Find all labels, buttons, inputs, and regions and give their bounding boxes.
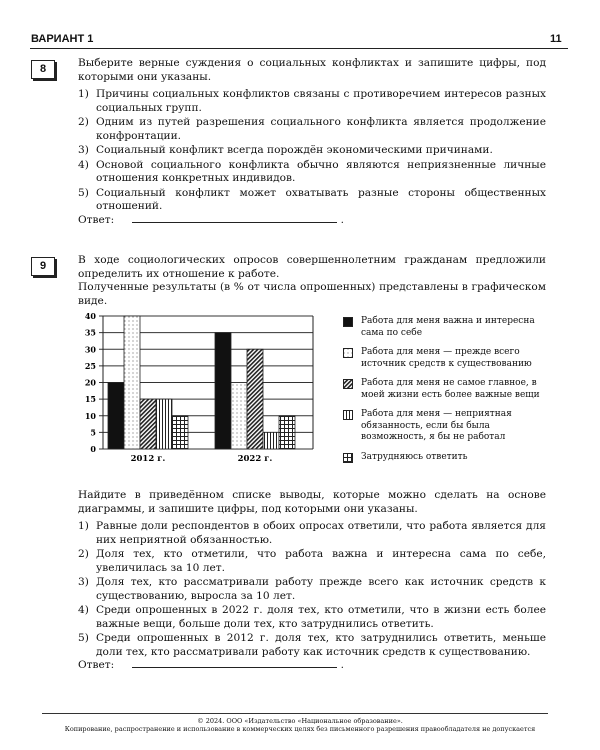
y-tick-label: 15 bbox=[84, 394, 96, 405]
bar-grid-0 bbox=[172, 416, 188, 449]
task-8 bbox=[78, 57, 546, 214]
bar-solid-1 bbox=[215, 333, 231, 449]
answer-field[interactable] bbox=[132, 657, 337, 668]
legend-item bbox=[343, 316, 543, 339]
x-category-label: 2022 г. bbox=[237, 454, 273, 464]
task-8-options bbox=[78, 88, 546, 214]
option-text: Доля тех, кто рассматривали работу прежде всего как источник средств к существованию, выросла за 10 лет. bbox=[96, 576, 546, 602]
legend-vertical-swatch-icon bbox=[343, 410, 353, 420]
option-number: 4) bbox=[78, 158, 89, 171]
option-text: Равные доли респондентов в обоих опросах ответили, что работа является для них неприятной обязанностью. bbox=[96, 520, 546, 546]
legend-label: Работа для меня — неприятная обязанность, если бы была возможность, я бы не работал bbox=[361, 409, 512, 442]
legend-item bbox=[343, 378, 543, 401]
answer-end: . bbox=[340, 214, 344, 226]
y-tick-label: 5 bbox=[90, 427, 96, 438]
option-item bbox=[78, 144, 546, 158]
y-tick-label: 0 bbox=[90, 444, 96, 454]
option-number: 5) bbox=[78, 632, 89, 644]
option-text: Основой социального конфликта обычно являются неприязненные личные отношения конкретных индивидов. bbox=[96, 158, 546, 184]
y-tick-label: 10 bbox=[84, 410, 96, 421]
task-8-question: Выберите верные суждения о социальных конфликтах и запишите цифры, под которыми они указаны. bbox=[78, 57, 546, 83]
footer-divider bbox=[42, 713, 548, 714]
x-category-label: 2012 г. bbox=[130, 454, 166, 464]
option-text: Социальный конфликт может охватывать разные стороны общественных отношений. bbox=[96, 186, 546, 212]
task-9-answer bbox=[78, 657, 344, 671]
legend-diagonal-swatch-icon bbox=[343, 379, 353, 389]
legend-label: Работа для меня важна и интересна сама по себе bbox=[361, 316, 535, 338]
legend-item bbox=[343, 347, 543, 370]
y-tick-label: 40 bbox=[84, 311, 96, 321]
task-9-options bbox=[78, 520, 546, 659]
task-9-question: Найдите в приведённом списке выводы, которые можно сделать на основе диаграммы, и запишите цифры, под которыми они указаны. bbox=[78, 489, 546, 515]
task-9 bbox=[78, 489, 546, 659]
header-divider bbox=[30, 48, 568, 49]
option-item bbox=[78, 576, 546, 603]
legend-label: Затрудняюсь ответить bbox=[361, 451, 468, 462]
option-item bbox=[78, 187, 546, 214]
task-9-intro-1: В ходе социологических опросов совершеннолетним гражданам предложили определить их отношение к работе. bbox=[78, 254, 546, 280]
bar-diagonal-1 bbox=[247, 349, 263, 449]
chart-legend bbox=[343, 316, 543, 471]
copyright-notice: Копирование, распространение и использование в коммерческих целях без письменного разрешения правообладателя не допускается bbox=[64, 725, 536, 733]
page-number: 11 bbox=[550, 33, 562, 45]
option-item bbox=[78, 604, 546, 631]
y-tick-label: 30 bbox=[84, 344, 96, 355]
option-text: Одним из путей разрешения социального конфликта является продолжение конфронтации. bbox=[96, 116, 546, 142]
option-number: 4) bbox=[78, 604, 89, 616]
option-item bbox=[78, 632, 546, 659]
bar-grid-1 bbox=[279, 416, 295, 449]
task-9-intro-2: Полученные результаты (в % от числа опрошенных) представлены в графическом виде. bbox=[78, 281, 546, 307]
answer-end: . bbox=[340, 659, 344, 671]
task-number-8: 8 bbox=[31, 60, 55, 79]
y-tick-label: 35 bbox=[84, 327, 96, 338]
bar-dots-0 bbox=[124, 316, 140, 449]
bar-solid-0 bbox=[108, 383, 124, 450]
option-number: 5) bbox=[78, 186, 89, 199]
option-item bbox=[78, 88, 546, 115]
option-item bbox=[78, 159, 546, 186]
option-text: Социальный конфликт всегда порождён экономическими причинами. bbox=[96, 144, 493, 156]
y-tick-label: 20 bbox=[84, 377, 96, 388]
option-text: Причины социальных конфликтов связаны с противоречием интересов разных социальных групп. bbox=[96, 88, 546, 114]
bar-vertical-1 bbox=[263, 432, 279, 449]
task-8-answer bbox=[78, 212, 344, 226]
option-text: Доля тех, кто отметили, что работа важна и интересна сама по себе, увеличилась за 10 лет. bbox=[96, 548, 546, 574]
task-number-9: 9 bbox=[31, 257, 55, 276]
option-number: 3) bbox=[78, 144, 89, 156]
option-item bbox=[78, 520, 546, 547]
copyright: © 2024. ООО «Издательство «Национальное образование». bbox=[197, 717, 403, 725]
legend-dots-swatch-icon bbox=[343, 348, 353, 358]
answer-label: Ответ: bbox=[78, 659, 115, 671]
option-number: 2) bbox=[78, 548, 89, 560]
option-text: Среди опрошенных в 2012 г. доля тех, кто затруднились ответить, меньше доли тех, кто рассматривали работу как источник средств к существованию. bbox=[96, 632, 546, 658]
y-tick-label: 25 bbox=[84, 360, 96, 371]
bar-diagonal-0 bbox=[140, 399, 156, 449]
legend-label: Работа для меня не самое главное, в моей жизни есть более важные вещи bbox=[361, 378, 540, 400]
bar-vertical-0 bbox=[156, 399, 172, 449]
option-number: 2) bbox=[78, 116, 89, 128]
variant-label: ВАРИАНТ 1 bbox=[31, 33, 94, 45]
option-text: Среди опрошенных в 2022 г. доля тех, кто отметили, что в жизни есть более важные вещи, больше доли тех, кто затруднились ответить. bbox=[96, 604, 546, 630]
answer-field[interactable] bbox=[132, 212, 337, 223]
option-number: 3) bbox=[78, 576, 89, 588]
bar-chart bbox=[60, 300, 330, 475]
legend-solid-swatch-icon bbox=[343, 317, 353, 327]
answer-label: Ответ: bbox=[78, 214, 115, 226]
legend-item bbox=[343, 409, 543, 444]
option-number: 1) bbox=[78, 520, 89, 532]
legend-label: Работа для меня — прежде всего источник средств к существованию bbox=[361, 347, 532, 369]
option-item bbox=[78, 116, 546, 143]
bar-dots-1 bbox=[231, 383, 247, 450]
option-number: 1) bbox=[78, 88, 89, 100]
legend-grid-swatch-icon bbox=[343, 453, 353, 463]
option-item bbox=[78, 548, 546, 575]
legend-item bbox=[343, 452, 543, 464]
